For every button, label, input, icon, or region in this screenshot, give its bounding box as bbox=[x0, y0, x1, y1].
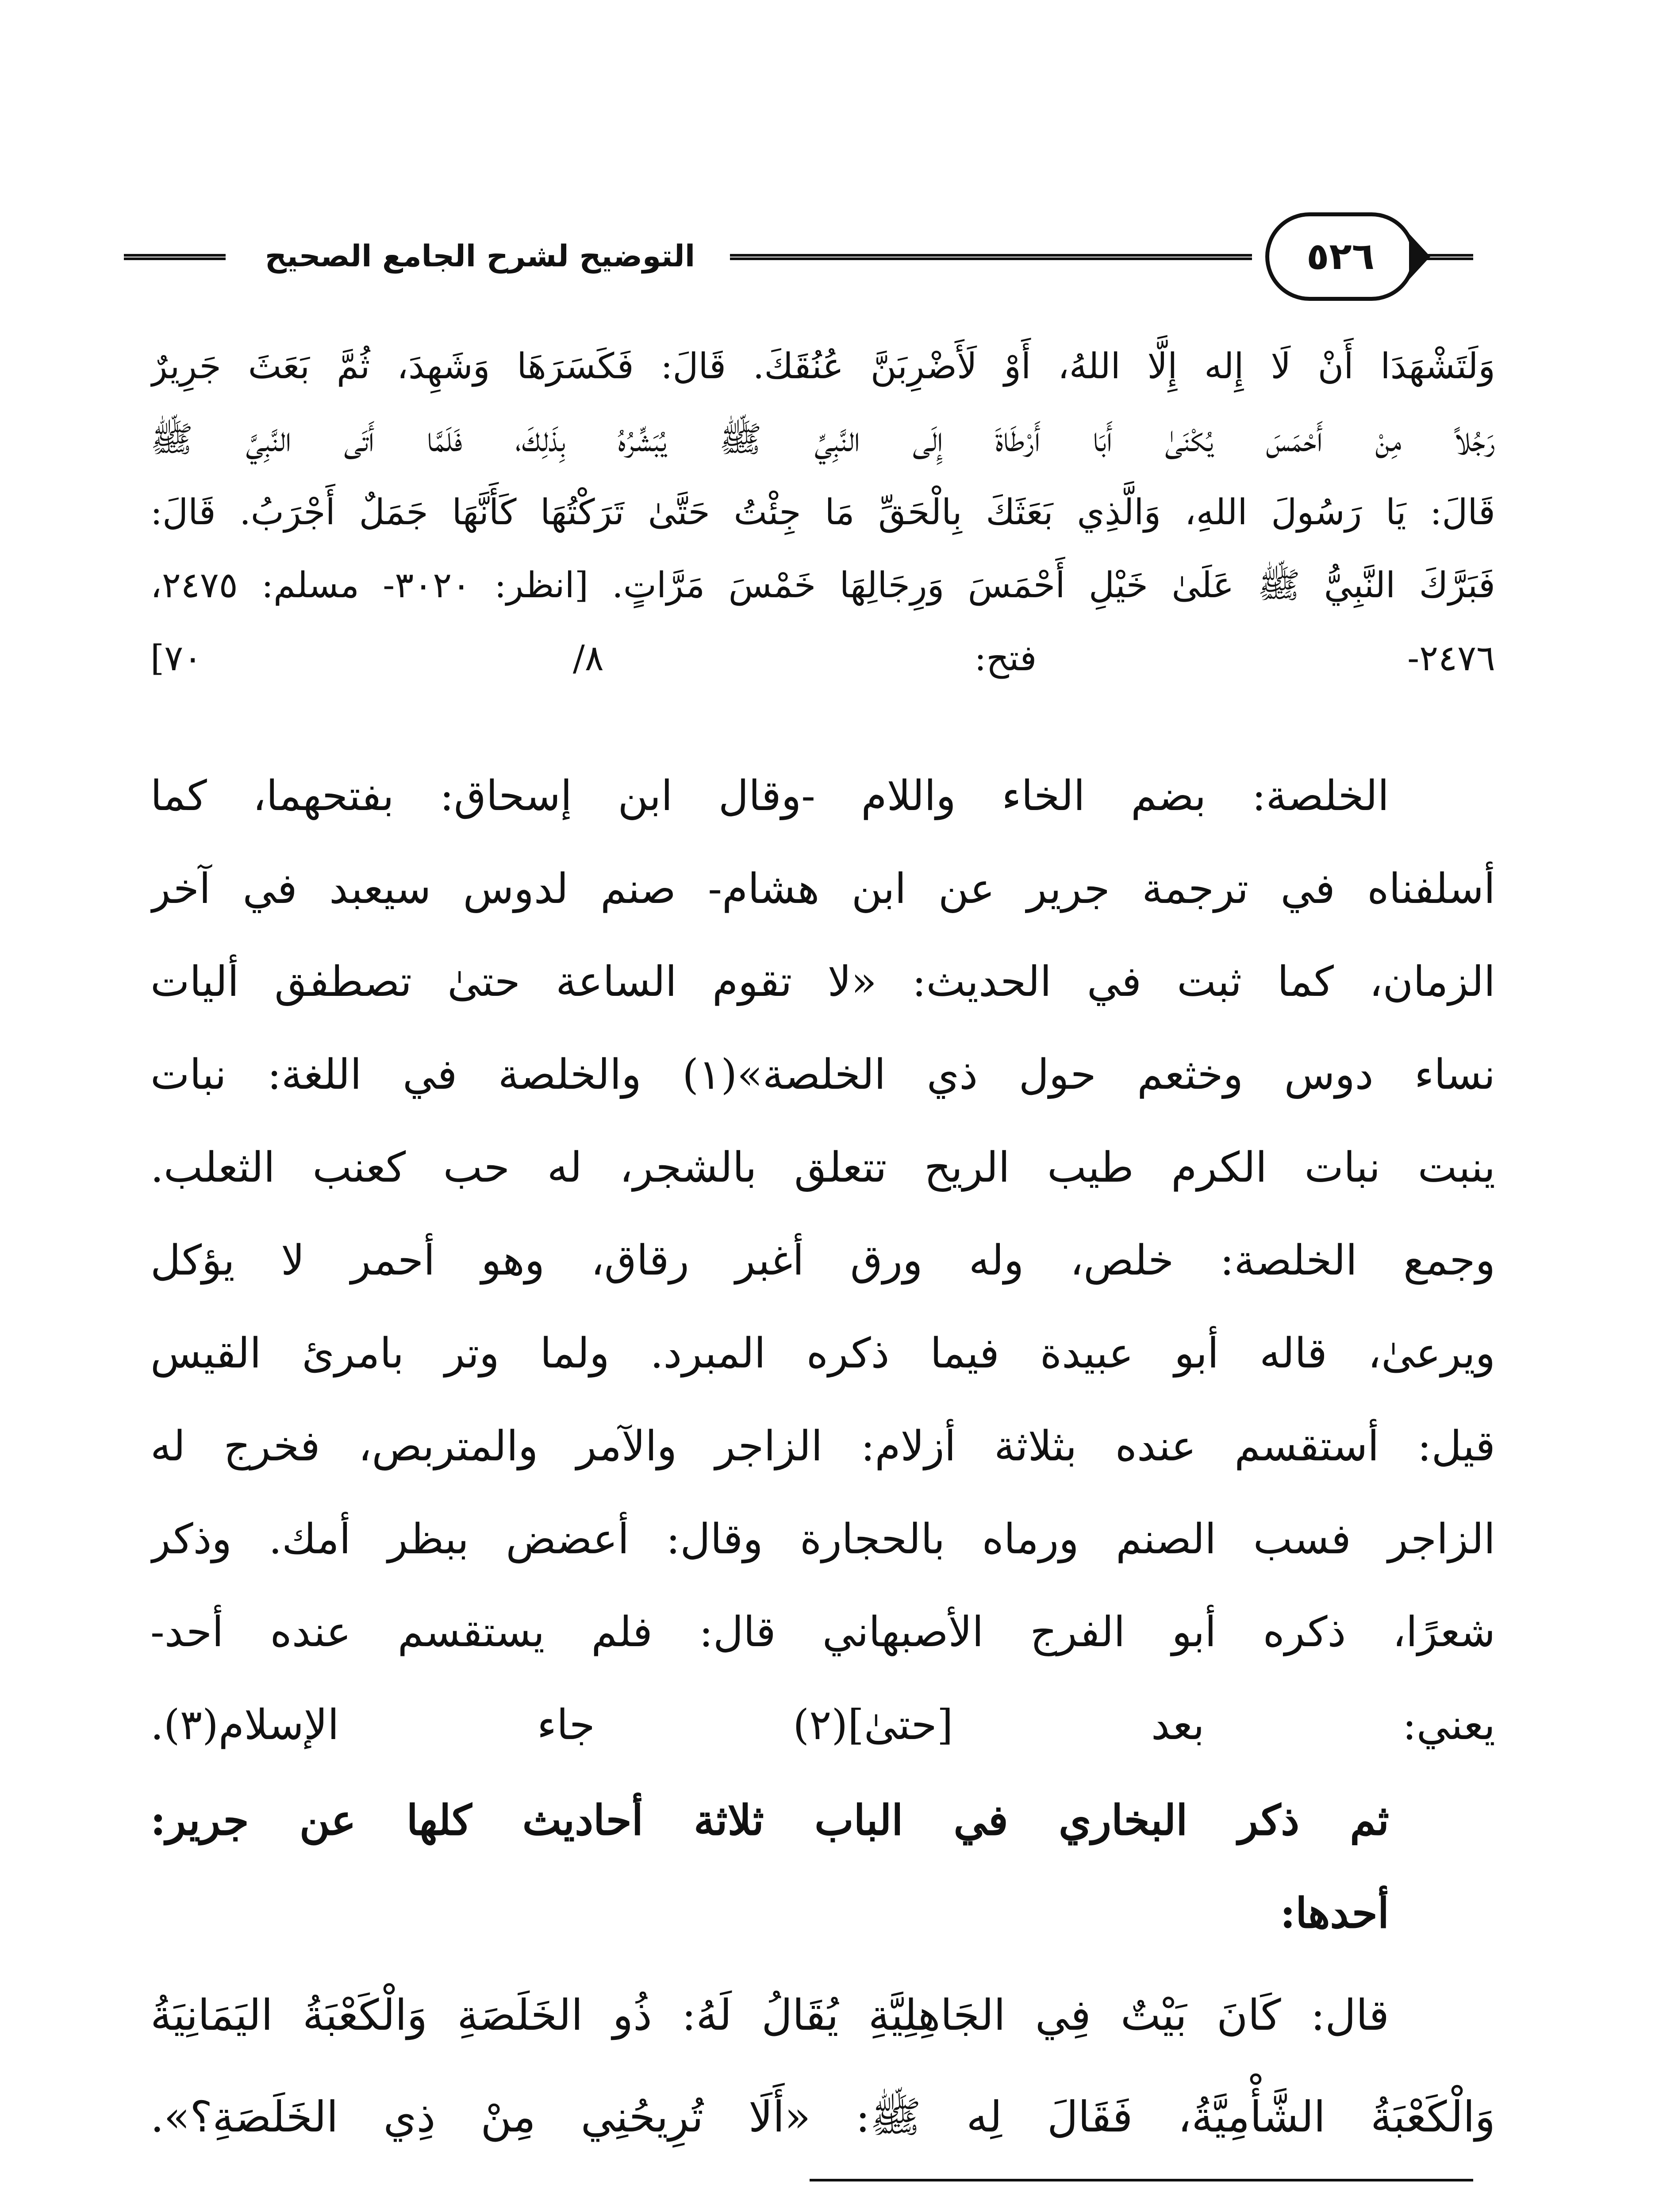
section-heading bbox=[150, 1774, 1495, 1960]
commentary-line: الزمان، كما ثبت في الحديث: «لا تقوم الساعة حتىٰ تصطفق أليات bbox=[150, 958, 1495, 1006]
hadith-line: وَلَتَشْهَدَا أَنْ لَا إِله إِلَّا اللهُ، أَوْ لَأَضْرِبَنَّ عُنُقَكَ. قَالَ: فَكَسَرَهَا وَشَهِدَ، ثُمَّ بَعَثَ جَرِيرٌ bbox=[150, 346, 1495, 387]
header-rule-left bbox=[124, 254, 226, 260]
commentary-line: يعني: بعد [حتىٰ](٢) جاء الإسلام(٣). bbox=[150, 1701, 1495, 1749]
commentary-line: ينبت نبات الكرم طيب الريح تتعلق بالشجر، له حب كعنب الثعلب. bbox=[150, 1144, 1495, 1192]
hadith-line: فَبَرَّكَ النَّبِيُّ ﷺ عَلَىٰ خَيْلِ أَحْمَسَ وَرِجَالِهَا خَمْسَ مَرَّاتٍ. [انظر: ٣٠٢٠- مسلم: ٢٤٧٥، bbox=[150, 565, 1495, 606]
commentary-line: نساء دوس وخثعم حول ذي الخلصة»(١) والخلصة في اللغة: نبات bbox=[150, 1051, 1495, 1099]
first-hadith-line: وَالْكَعْبَةُ الشَّأْمِيَّةُ، فَقَالَ لِه ﷺ: «أَلَا تُرِيحُنِي مِنْ ذِي الخَلَصَةِ؟». bbox=[150, 2092, 1495, 2142]
hadith-text bbox=[150, 330, 1495, 695]
page-number: ٥٢٦ bbox=[1265, 212, 1416, 301]
commentary-line: الخلصة: بضم الخاء واللام -وقال ابن إسحاق: بفتحهما، كما bbox=[150, 772, 1389, 820]
hadith-reference-line: ٢٤٧٦- فتح: ٨/ ٧٠] bbox=[150, 637, 1495, 679]
running-title: التوضيح لشرح الجامع الصحيح bbox=[265, 239, 695, 274]
commentary-line: وجمع الخلصة: خلص، وله ورق أغبر رقاق، وهو أحمر لا يؤكل bbox=[150, 1237, 1495, 1285]
section-subheading: أحدها: bbox=[1280, 1889, 1389, 1938]
page-header bbox=[124, 208, 1473, 305]
first-hadith bbox=[150, 1964, 1495, 2168]
first-hadith-line: قال: كَانَ بَيْتٌ فِي الجَاهِلِيَّةِ يُقَالُ لَهُ: ذُو الخَلَصَةِ وَالْكَعْبَةُ اليَمَانِيَةُ bbox=[150, 1990, 1389, 2040]
commentary-line: أسلفناه في ترجمة جرير عن ابن هشام- صنم لدوس سيعبد في آخر bbox=[150, 865, 1495, 913]
header-rule-middle bbox=[730, 254, 1252, 260]
hadith-line: رَجُلاً مِنْ أَحْمَسَ يُكْنَىٰ أَبَا أَرْطَاةَ إِلَى النَّبِيِّ ﷺ يُبَشِّرُهُ بِذَلِكَ، فَلَمَّا أَتَى النَّبِيَّ ﷺ bbox=[150, 419, 1495, 460]
footnote-separator bbox=[810, 2179, 1473, 2181]
header-rule-right bbox=[1427, 254, 1473, 260]
commentary-line: شعرًا، ذكره أبو الفرج الأصبهاني قال: فلم يستقسم عنده أحد- bbox=[150, 1608, 1495, 1656]
section-heading-line: ثم ذكر البخاري في الباب ثلاثة أحاديث كلها عن جرير: bbox=[150, 1796, 1389, 1845]
commentary-paragraph bbox=[150, 750, 1495, 1772]
commentary-line: ويرعىٰ، قاله أبو عبيدة فيما ذكره المبرد. ولما وتر بامرئ القيس bbox=[150, 1329, 1495, 1378]
commentary-line: قيل: أستقسم عنده بثلاثة أزلام: الزاجر والآمر والمتربص، فخرج له bbox=[150, 1422, 1495, 1471]
commentary-line: الزاجر فسب الصنم ورماه بالحجارة وقال: أعضض ببظر أمك. وذكر bbox=[150, 1515, 1495, 1563]
hadith-line: قَالَ: يَا رَسُولَ اللهِ، وَالَّذِي بَعَثَكَ بِالْحَقِّ مَا جِئْتُ حَتَّىٰ تَرَكْتُهَا كَأَنَّهَا جَمَلٌ أَجْرَبُ. قَالَ: bbox=[150, 492, 1495, 533]
